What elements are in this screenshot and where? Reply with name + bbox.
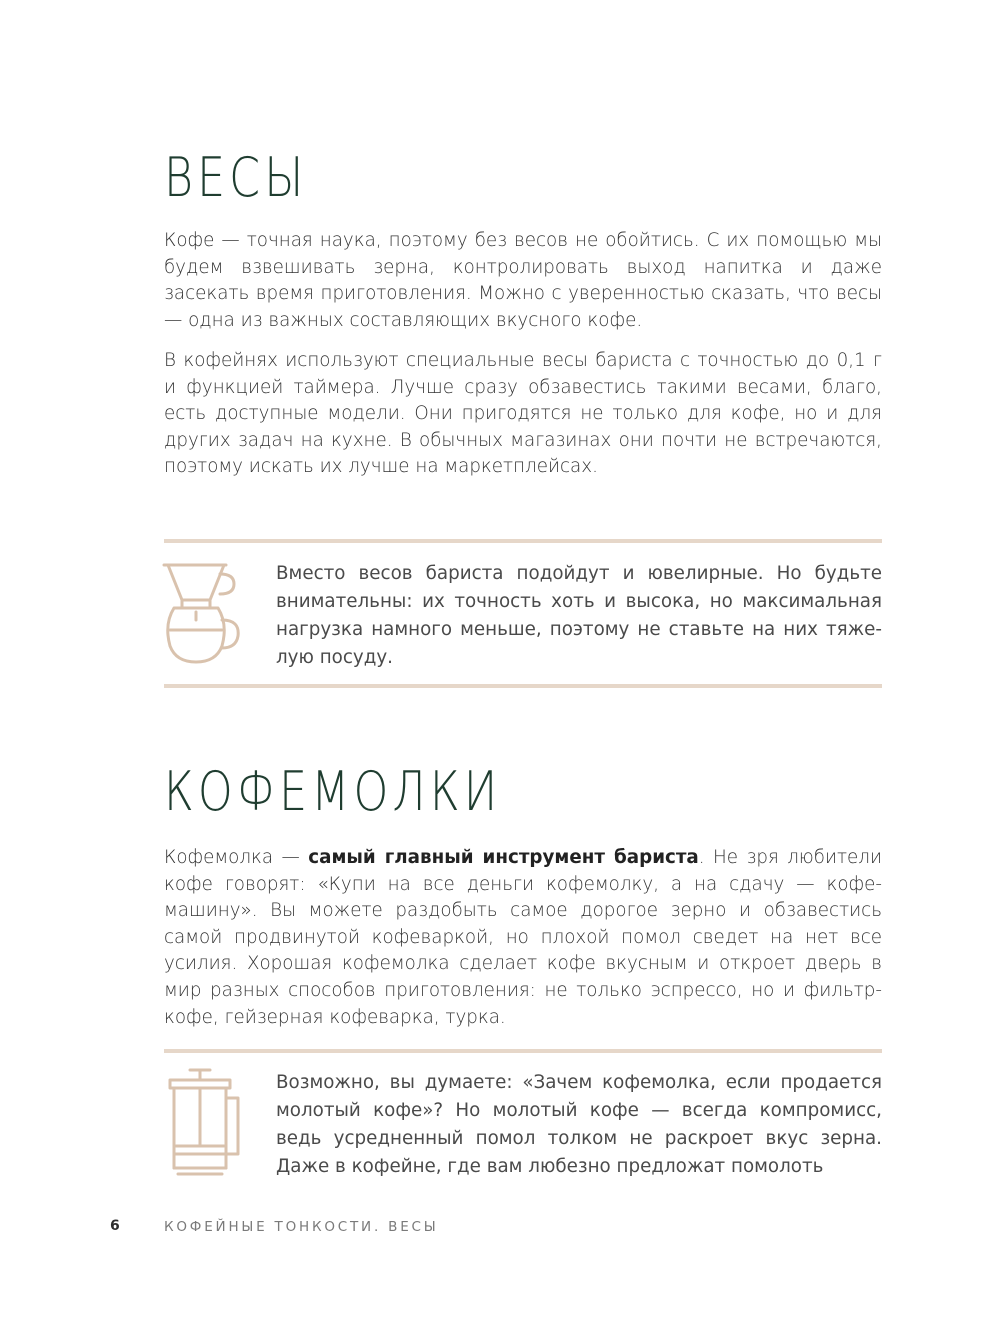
grinders-paragraph bbox=[164, 845, 882, 1031]
french-press-icon bbox=[160, 1066, 244, 1176]
page-number: 6 bbox=[110, 1218, 120, 1234]
note-top-rule bbox=[164, 539, 882, 543]
grinders-note-text: Возможно, вы думаете: «Зачем кофемолка, если продается молотый кофе»? Но молотый кофе — всегда компромисс, ведь усредненный помол толком не раскроет вкус зерна. Даже в кофейне, где вам любезно предложат помолоть bbox=[276, 1072, 882, 1177]
note-bottom-rule bbox=[164, 684, 882, 688]
scales-paragraph-1: Кофе — точная наука, поэтому без весов не обойтись. С их помощью мы будем взвешивать зерна, контролировать выход напитка и даже засекать время приготовления. Можно с уверенностью сказать, что весы — одна из важных составляющих вкусного кофе. bbox=[164, 230, 882, 331]
grinders-paragraph-start: Кофемолка — bbox=[164, 847, 309, 868]
running-title: КОФЕЙНЫЕ ТОНКОСТИ. ВЕСЫ bbox=[164, 1219, 439, 1235]
scales-note-text: Вместо весов бариста подойдут и ювелирные. Но будьте внимательны: их точность хоть и высока, но максимальная нагрузка намного меньше, поэтому не ставьте на них тяжелую посуду. bbox=[276, 563, 882, 668]
pour-over-icon bbox=[160, 560, 244, 668]
scales-paragraph-2: В кофейнях используют специальные весы бариста с точностью до 0,1 г и функцией таймера. Лучше сразу обзавестись такими весами, благо, есть доступные модели. Они пригодятся не только для кофе, но и для других задач на кухне. В обычных магазинах они почти не встречаются, поэтому искать их лучше на маркетплейсах. bbox=[164, 350, 882, 478]
section-title-grinders: КОФЕМОЛКИ bbox=[164, 760, 502, 823]
note-top-rule-2 bbox=[164, 1049, 882, 1053]
grinders-paragraph-rest: . Не зря любители кофе говорят: «Купи на все деньги кофемолку, а на сдачу — кофемашину». Вы можете раздобыть самое дорогое зерно и обзавестись самой продвинутой кофеваркой, но плохой помол сведет на нет все усилия. Хорошая кофемолка сделает кофе вкусным и откроет дверь в мир разных способов приготовления: не только эспрессо, но и фильтр-кофе, гейзерная кофеварка, турка. bbox=[164, 847, 883, 1028]
grinders-paragraph-bold: самый главный инструмент бариста bbox=[308, 847, 699, 868]
section-title-scales: ВЕСЫ bbox=[164, 146, 308, 209]
